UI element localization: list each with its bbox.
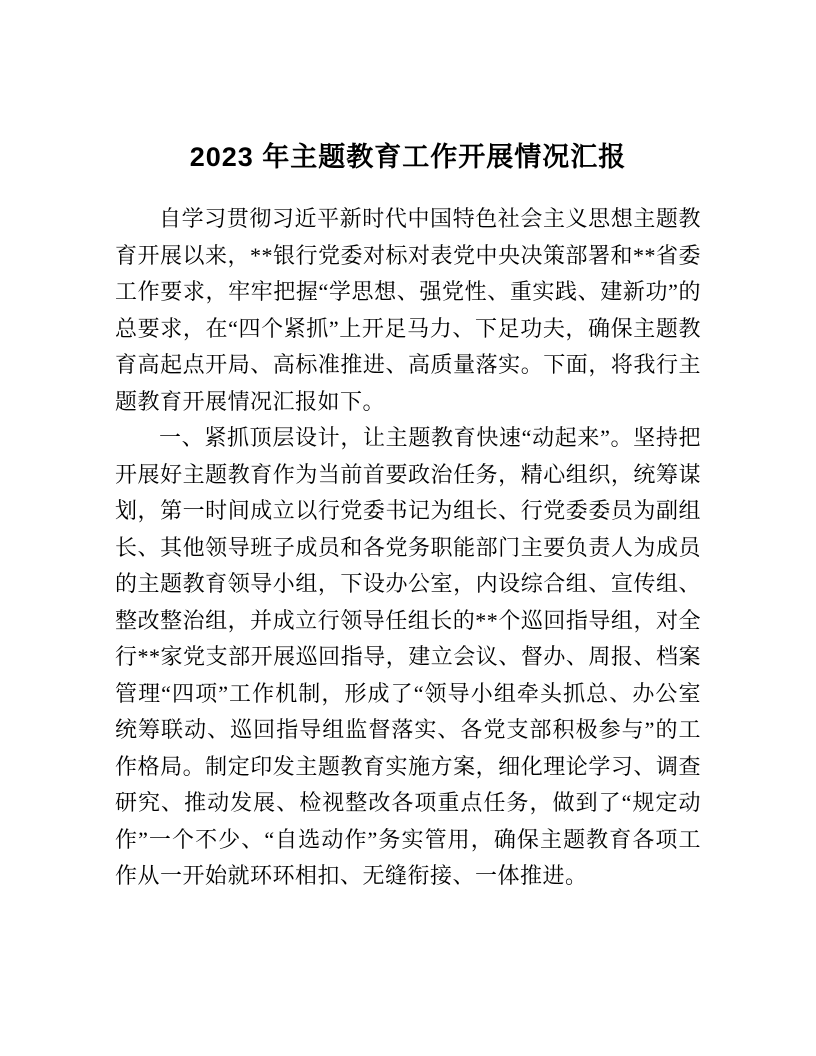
paragraph-intro: 自学习贯彻习近平新时代中国特色社会主义思想主题教育开展以来，**银行党委对标对表党中央决策部署和**省委工作要求，牢牢把握“学思想、强党性、重实践、建新功”的总要求，在“四个紧抓”上开足马力、下足功夫，确保主题教育高起点开局、高标准推进、高质量落实。下面，将我行主题教育开展情况汇报如下。	[115, 206, 702, 414]
document-title: 2023 年主题教育工作开展情况汇报	[189, 142, 627, 172]
paragraph-section-1: 一、紧抓顶层设计，让主题教育快速“动起来”。坚持把开展好主题教育作为当前首要政治任务，精心组织，统筹谋划，第一时间成立以行党委书记为组长、行党委委员为副组长、其他领导班子成员和各党务职能部门主要负责人为成员的主题教育领导小组，下设办公室，内设综合组、宣传组、整改整治组，并成立行领导任组长的**个巡回指导组，对全行**家党支部开展巡回指导，建立会议、督办、周报、档案管理“四项”工作机制，形成了“领导小组牵头抓总、办公室统筹联动、巡回指导组监督落实、各党支部积极参与”的工作格局。制定印发主题教育实施方案，细化理论学习、调查研究、推动发展、检视整改各项重点任务，做到了“规定动作”一个不少、“自选动作”务实管用，确保主题教育各项工作从一开始就环环相扣、无缝衔接、一体推进。	[115, 425, 701, 888]
